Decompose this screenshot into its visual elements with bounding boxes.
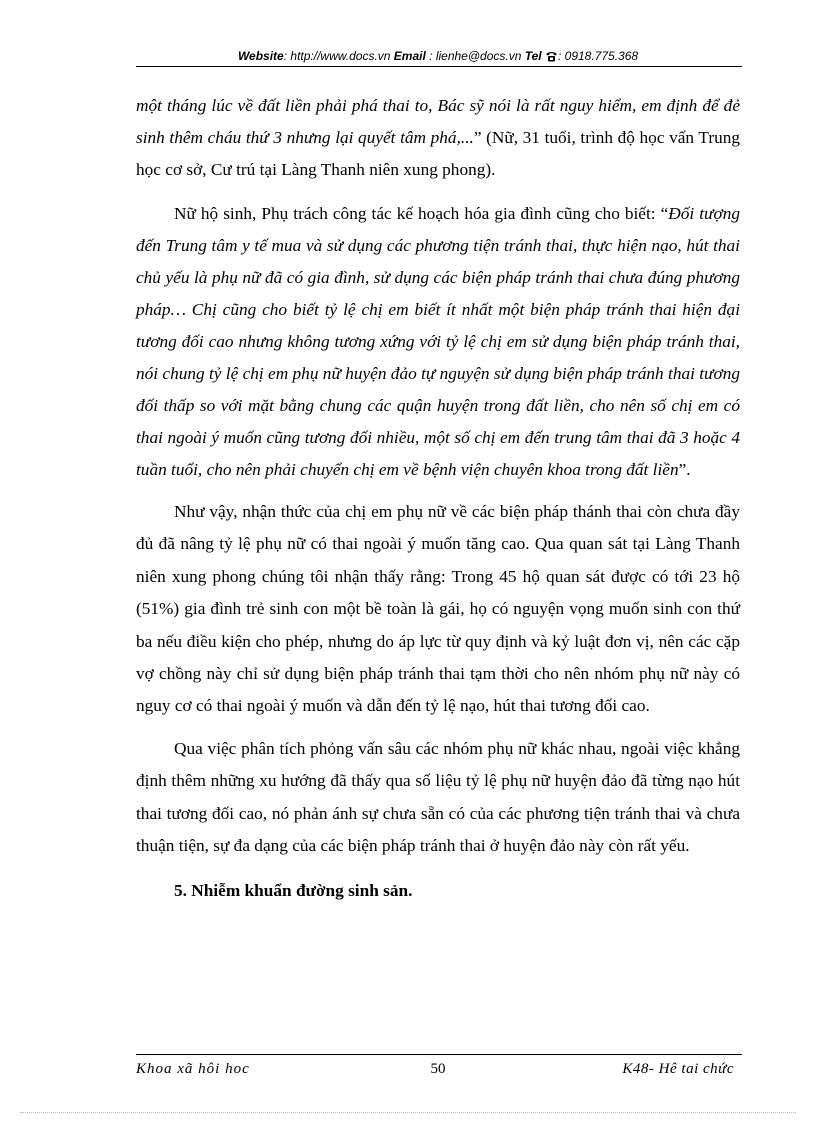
section-heading: 5. Nhiễm khuẩn đường sinh sản. <box>174 881 413 901</box>
midwife-quote: Đối tượng đến Trung tâm y tế mua và sử dụng các phương tiện tránh thai, thực hiện nạo, hút thai chủ yếu là phụ nữ đã có gia đình, sử dụng các biện pháp tránh thai chưa đúng phương pháp… Chị cũng cho biết tỷ lệ chị em biết ít nhất một biện pháp tránh thai hiện đại tương đối cao nhưng không tương xứng với tỷ lệ chị em sử dụng biện pháp tránh thai, nói chung tỷ lệ chị em phụ nữ huyện đảo tự nguyện sử dụng biện pháp tránh thai tương đối thấp so với mặt bằng chung các quận huyện trong đất liền, cho nên số chị em có thai ngoài ý muốn cũng tương đối nhiều, một số chị em đến trung tâm thai đã 3 hoặc 4 tuần tuổi, cho nên phải chuyển chị em về bệnh viện chuyên khoa trong đất liền <box>136 204 740 479</box>
paragraph-quote-end <box>136 90 740 186</box>
paragraph-analysis: Qua việc phân tích phỏng vấn sâu các nhóm phụ nữ khác nhau, ngoài việc khẳng định thêm những xu hướng đã thấy qua số liệu tỷ lệ phụ nữ huyện đảo đã từng nạo hút thai tương đối cao, nó phản ánh sự chưa sẵn có của các phương tiện tránh thai và chưa thuận tiện, sự đa dạng của các biện pháp tránh thai ở huyện đảo này còn rất yếu. <box>136 738 740 856</box>
quote-attribution: ” (Nữ, 31 tuổi, trình độ học vấn Trung học cơ sở, Cư trú tại Làng Thanh niên xung phong). <box>136 128 740 179</box>
quote-end-text: một tháng lúc về đất liền phải phá thai to, Bác sỹ nói là rất nguy hiểm, em định để đẻ sinh thêm cháu thứ 3 nhưng lại quyết tâm phá,... <box>136 96 740 147</box>
telephone-icon <box>545 50 558 66</box>
email-value: : lienhe@docs.vn <box>429 49 522 63</box>
email-label: Email <box>393 49 426 63</box>
website-value: : http://www.docs.vn <box>283 49 391 63</box>
tel-value: : 0918.775.368 <box>557 49 639 63</box>
footer-right: K48- Hê tai chức <box>622 1061 734 1077</box>
footer-left: Khoa xã hôi hoc <box>136 1061 250 1077</box>
page-number: 50 <box>430 1061 446 1077</box>
paragraph-awareness: Như vậy, nhận thức của chị em phụ nữ về các biện pháp thánh thai còn chưa đầy đủ đã nâng tỷ lệ phụ nữ có thai ngoài ý muốn tăng cao. Qua quan sát tại Làng Thanh niên xung phong chúng tôi nhận thấy rằng: Trong 45 hộ quan sát được có tới 23 hộ (51%) gia đình trẻ sinh con một bề toàn là gái, họ có nguyện vọng muốn sinh con thứ ba nếu điều kiện cho phép, nhưng do áp lực từ quy định và kỷ luật đơn vị, nên các cặp vợ chồng này chỉ sử dụng biện pháp tránh thai tạm thời cho nên nhóm phụ nữ này có nguy cơ có thai ngoài ý muốn và dẫn đến tỷ lệ nạo, hút thai tương đối cao. <box>136 502 740 716</box>
header-rule <box>136 66 742 67</box>
page-header <box>136 48 740 66</box>
tel-label: Tel <box>524 49 542 63</box>
footer-rule <box>136 1054 742 1055</box>
document-body <box>136 90 740 906</box>
midwife-quote-close: ”. <box>678 460 691 479</box>
midwife-intro: Nữ hộ sinh, Phụ trách công tác kế hoạch hóa gia đình cũng cho biết: “ <box>174 204 669 223</box>
website-label: Website <box>237 49 284 63</box>
paragraph-midwife <box>136 198 740 486</box>
page-edge-divider <box>20 1112 796 1113</box>
